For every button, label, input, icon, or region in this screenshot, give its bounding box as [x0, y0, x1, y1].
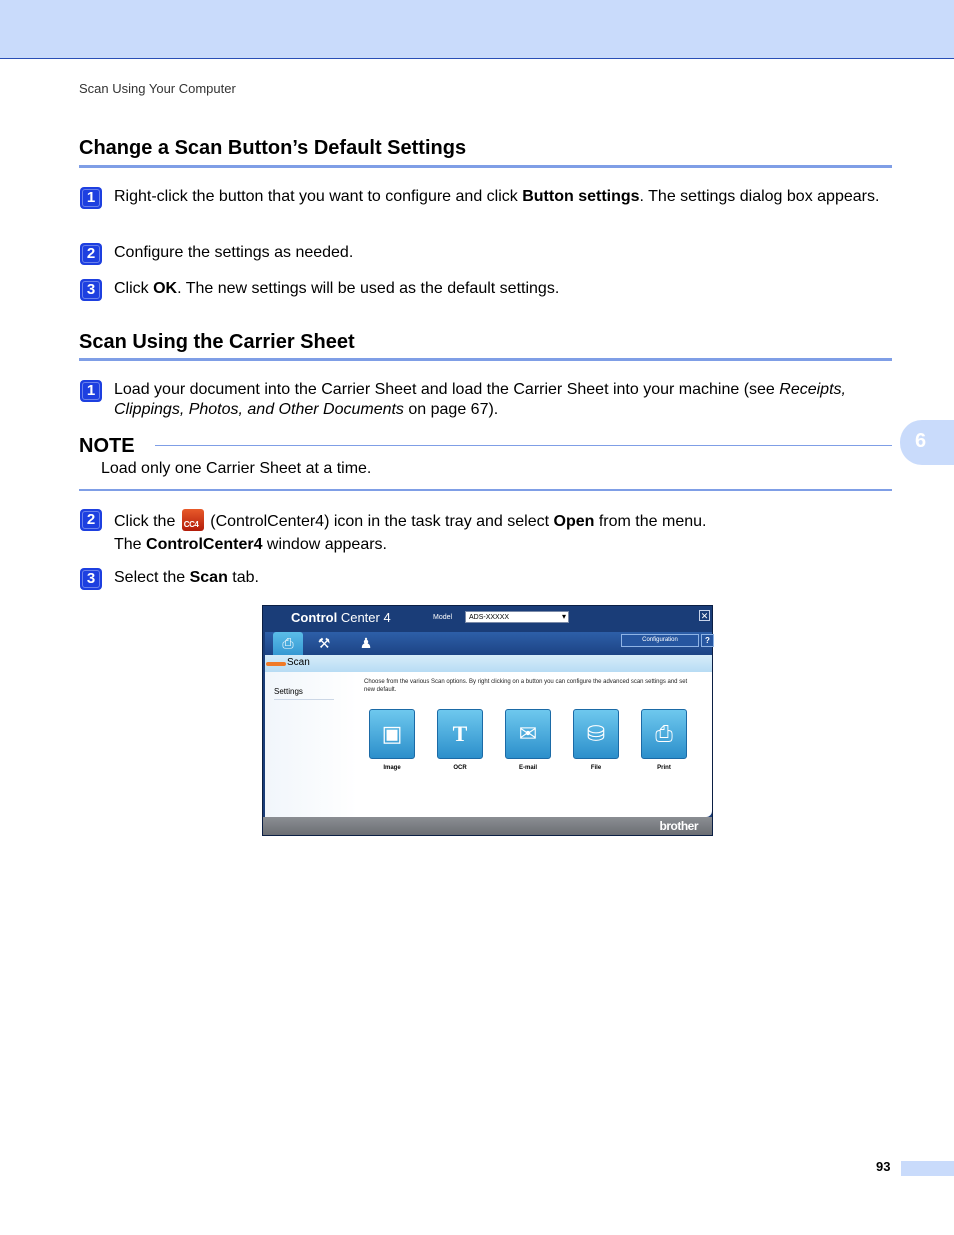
scan-content-panel: [265, 655, 712, 817]
tab-user[interactable]: [351, 632, 381, 654]
section-title-default-settings: Change a Scan Button’s Default Settings: [79, 137, 467, 159]
folder-icon: ⛁: [586, 721, 606, 746]
step-subline: [114, 535, 387, 555]
step-text: Click the: [114, 513, 180, 530]
settings-link[interactable]: Settings: [274, 687, 303, 696]
chapter-tab: [900, 420, 954, 465]
scanner-icon: ⎙: [282, 635, 294, 651]
step-bold-text: Button settings: [522, 188, 640, 205]
sidebar: [265, 672, 357, 817]
title-rest: Center 4: [337, 610, 391, 625]
step-bold-text: ControlCenter4: [146, 536, 263, 553]
note-body: Load only one Carrier Sheet at a time.: [101, 460, 372, 477]
running-head: Scan Using Your Computer: [79, 81, 236, 96]
tab-scan[interactable]: [273, 632, 303, 656]
ocr-button-label: OCR: [453, 765, 467, 771]
step-text: The: [114, 536, 147, 553]
step-text: . The settings dialog box appears.: [639, 188, 880, 205]
close-button[interactable]: ✕: [700, 611, 709, 621]
section-rule: [79, 165, 892, 168]
step-text: Select the: [114, 569, 190, 586]
note-bottom-rule: [79, 489, 892, 491]
image-button-label: Image: [383, 765, 401, 771]
model-select[interactable]: ADS-XXXXX ▾: [465, 611, 569, 623]
user-icon: ♟: [359, 635, 373, 651]
print-button-label: Print: [657, 765, 671, 771]
scan-tab-label: Scan: [287, 657, 310, 668]
step-number-badge: 2: [80, 243, 102, 265]
tab-bar: [265, 632, 712, 656]
print-button[interactable]: [641, 709, 687, 759]
window-footer: [263, 817, 712, 835]
email-button[interactable]: [505, 709, 551, 759]
ocr-icon: T: [452, 721, 468, 746]
step-text: tab.: [227, 569, 259, 586]
title-bold: Control: [291, 610, 338, 625]
tools-icon: ⚒: [317, 635, 331, 651]
step-number-badge: 2: [80, 509, 102, 531]
printer-icon: ⎙: [655, 721, 673, 746]
step-text: from the menu.: [594, 513, 707, 530]
file-button[interactable]: [573, 709, 619, 759]
note-title: NOTE: [79, 435, 135, 457]
scan-description: Choose from the various Scan options. By right clicking on a button you can configure the advanced scan settings and set new default.: [364, 679, 688, 693]
step-text: . The new settings will be used as the default settings.: [177, 280, 560, 297]
brother-logo: brother: [659, 819, 698, 833]
step-text: (ControlCenter4) icon in the task tray and select: [205, 513, 554, 530]
scan-tab-header: [265, 655, 712, 672]
email-button-label: E-mail: [518, 765, 537, 771]
step-text: Right-click the button that you want to configure and click: [114, 188, 523, 205]
section-title-carrier-sheet: Scan Using the Carrier Sheet: [79, 331, 355, 353]
configuration-button[interactable]: Configuration: [621, 634, 699, 647]
tab-tools[interactable]: [309, 632, 339, 654]
controlcenter4-icon-text: CC4: [183, 520, 199, 529]
step-number-badge: 1: [80, 380, 102, 402]
image-button[interactable]: [369, 709, 415, 759]
step-bold-text: Open: [553, 513, 595, 530]
step-bold-text: OK: [153, 280, 178, 297]
page-number-bar: [901, 1161, 954, 1176]
section-rule: [79, 358, 892, 361]
step-text: on page 67).: [403, 401, 499, 418]
cross-reference-link[interactable]: Receipts, Clippings, Photos, and Other Documents: [114, 381, 846, 418]
help-button[interactable]: ?: [701, 634, 714, 647]
step-number-badge: 1: [80, 187, 102, 209]
controlcenter4-window: [262, 605, 713, 836]
step-bold-text: Scan: [189, 569, 228, 586]
step-text: Load your document into the Carrier Sheet and load the Carrier Sheet into your machine (see: [114, 381, 780, 398]
step-text: Click: [114, 280, 154, 297]
step-number-badge: 3: [80, 568, 102, 590]
settings-underline: [274, 699, 334, 700]
envelope-icon: ✉: [518, 721, 538, 746]
note-rule: [155, 445, 892, 446]
step-number-badge: 3: [80, 279, 102, 301]
ocr-button[interactable]: [437, 709, 483, 759]
chapter-number: 6: [915, 430, 927, 452]
step-text: window appears.: [262, 536, 387, 553]
top-band: [0, 0, 954, 59]
step-text: Configure the settings as needed.: [114, 244, 354, 261]
scan-marker-icon: [266, 662, 286, 666]
page-number: 93: [876, 1159, 891, 1174]
controlcenter4-icon: [182, 509, 204, 531]
file-button-label: File: [590, 765, 602, 771]
window-title: [291, 610, 391, 625]
image-icon: ▣: [381, 721, 403, 746]
model-label: Model: [433, 614, 453, 621]
